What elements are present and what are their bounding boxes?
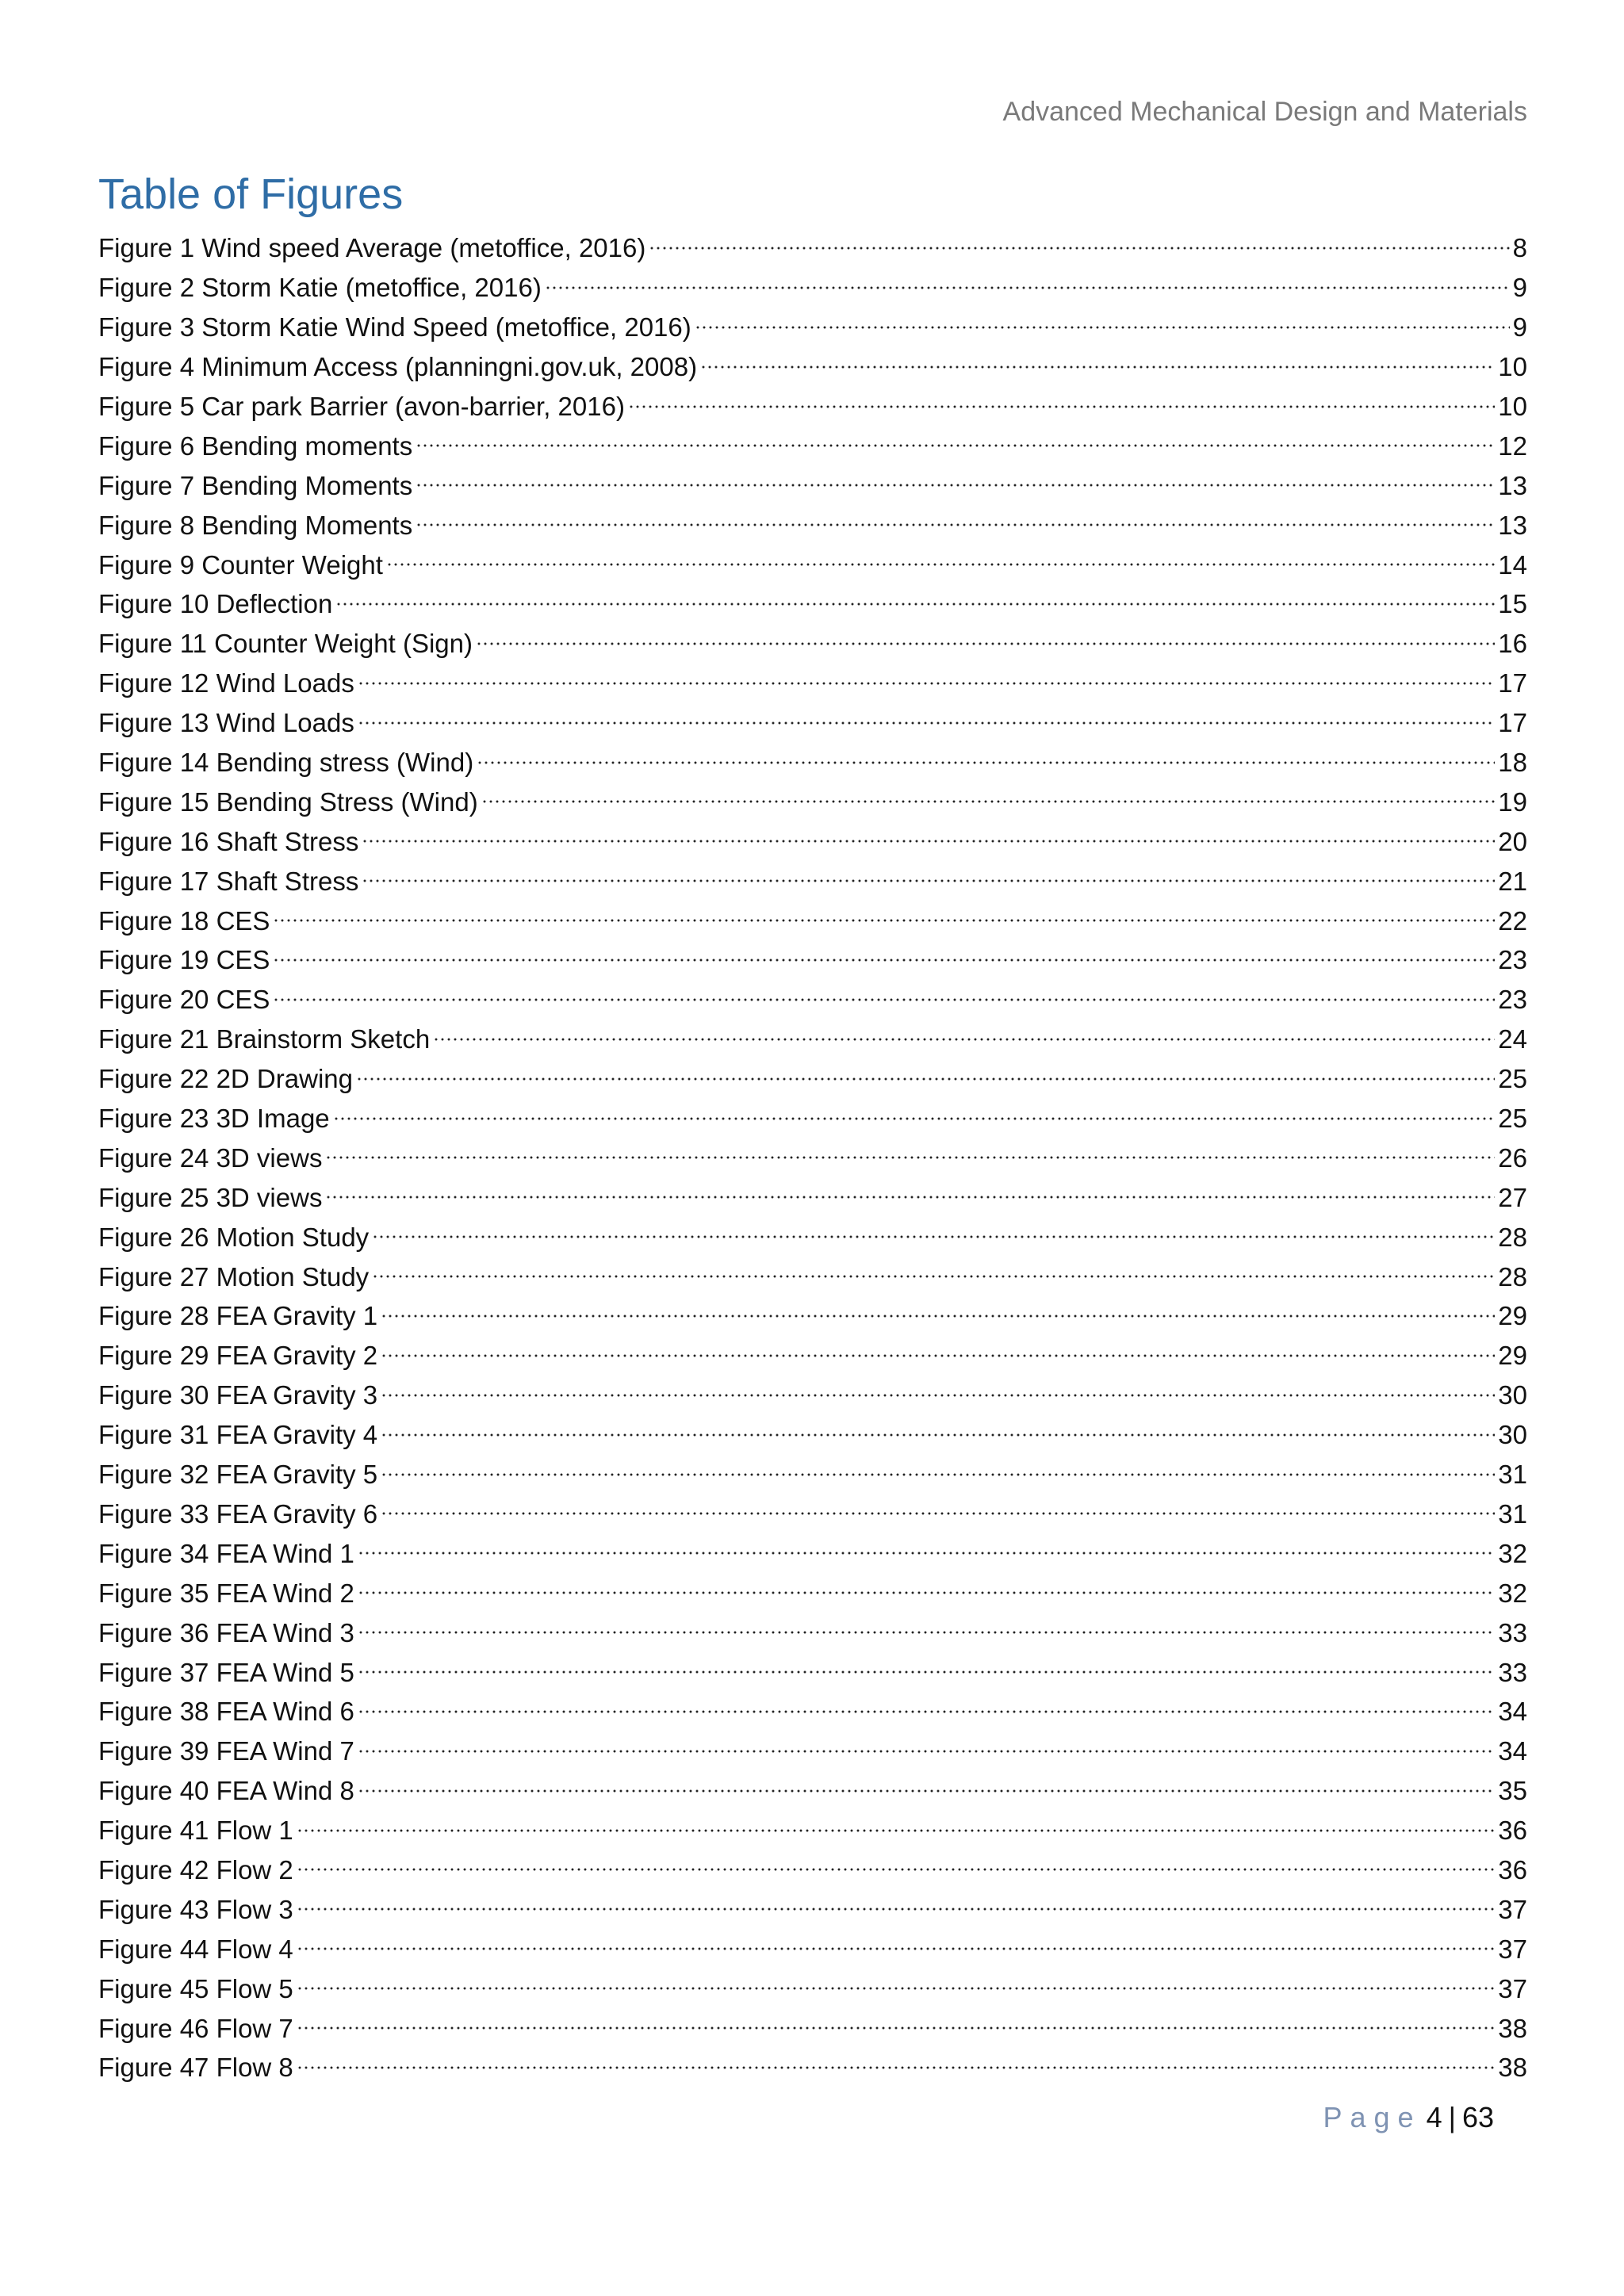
dot-leader [325,1148,1495,1167]
page-separator: | [1448,2101,1456,2133]
toc-entry[interactable] [98,1217,1527,1257]
dot-leader [695,318,1510,337]
toc-entry[interactable] [98,545,1527,584]
toc-entry-label[interactable]: Figure 35 FEA Wind 2 [98,1578,354,1608]
toc-entry[interactable] [98,1929,1527,1969]
toc-entry-page-number[interactable]: 35 [1498,1776,1527,1806]
dot-leader [416,515,1495,534]
toc-entry[interactable] [98,782,1527,821]
toc-entry-page-number[interactable]: 33 [1498,1657,1527,1687]
table-of-figures-title: Table of Figures [98,170,404,218]
toc-entry[interactable] [98,2008,1527,2048]
toc-entry-label[interactable]: Figure 45 Flow 5 [98,1973,293,2003]
dot-leader [333,1109,1496,1128]
toc-entry-label[interactable]: Figure 33 FEA Gravity 6 [98,1498,378,1529]
dot-leader [381,1425,1495,1445]
dot-leader [358,674,1495,693]
toc-entry[interactable] [98,1573,1527,1613]
toc-entry-page-number[interactable]: 15 [1498,589,1527,619]
toc-entry[interactable] [98,1533,1527,1573]
toc-entry[interactable] [98,228,1527,268]
toc-entry-label[interactable]: Figure 24 3D views [98,1142,323,1173]
toc-entry[interactable] [98,624,1527,664]
dot-leader [476,634,1495,653]
toc-entry-label[interactable]: Figure 13 Wind Loads [98,708,354,738]
toc-entry[interactable] [98,1613,1527,1652]
toc-entry[interactable] [98,1138,1527,1177]
toc-entry-page-number[interactable]: 30 [1498,1380,1527,1410]
dot-leader [358,1544,1495,1563]
toc-entry-label[interactable]: Figure 14 Bending stress (Wind) [98,748,474,778]
dot-leader [386,555,1495,574]
dot-leader [372,1267,1495,1286]
dot-leader [273,951,1495,970]
toc-entry[interactable] [98,1296,1527,1336]
toc-entry-page-number[interactable]: 12 [1498,430,1527,461]
toc-entry[interactable] [98,821,1527,861]
toc-entry-label[interactable]: Figure 37 FEA Wind 5 [98,1657,354,1687]
toc-entry-label[interactable]: Figure 17 Shaft Stress [98,866,359,896]
toc-entry[interactable] [98,1059,1527,1099]
toc-entry-label[interactable]: Figure 10 Deflection [98,589,333,619]
toc-entry-label[interactable]: Figure 26 Motion Study [98,1222,370,1252]
dot-leader [700,358,1495,377]
toc-entry[interactable] [98,1494,1527,1534]
toc-entry-label[interactable]: Figure 19 CES [98,945,270,975]
table-of-figures-list [98,228,1527,2087]
dot-leader [297,1939,1496,1958]
toc-entry-label[interactable]: Figure 1 Wind speed Average (metoffice, 2016) [98,233,646,263]
dot-leader [416,436,1495,455]
dot-leader [358,1781,1495,1800]
dot-leader [273,911,1495,930]
toc-entry-page-number[interactable]: 10 [1498,392,1527,421]
dot-leader [372,1227,1495,1246]
toc-entry-label[interactable]: Figure 5 Car park Barrier (avon-barrier, 2016) [98,392,625,421]
dot-leader [381,1465,1495,1484]
toc-entry-page-number[interactable]: 26 [1498,1142,1527,1173]
toc-entry[interactable] [98,1336,1527,1376]
toc-entry[interactable] [98,1692,1527,1732]
toc-entry-page-number[interactable]: 28 [1498,1222,1527,1252]
dot-leader [358,1623,1495,1642]
toc-entry[interactable] [98,940,1527,980]
toc-entry-page-number[interactable]: 32 [1498,1578,1527,1608]
toc-entry-label[interactable]: Figure 38 FEA Wind 6 [98,1697,354,1727]
toc-entry[interactable] [98,1889,1527,1929]
toc-entry-label[interactable]: Figure 12 Wind Loads [98,668,354,698]
toc-entry-page-number[interactable]: 33 [1498,1617,1527,1647]
toc-entry-page-number[interactable]: 27 [1498,1182,1527,1212]
toc-entry-page-number[interactable]: 17 [1498,708,1527,738]
toc-entry-label[interactable]: Figure 27 Motion Study [98,1261,370,1292]
toc-entry-page-number[interactable]: 29 [1498,1301,1527,1331]
dot-leader [481,792,1496,811]
toc-entry-label[interactable]: Figure 4 Minimum Access (planningni.gov.uk, 2008) [98,352,698,382]
toc-entry-page-number[interactable]: 21 [1498,866,1527,896]
toc-entry[interactable] [98,1811,1527,1850]
toc-entry[interactable] [98,505,1527,545]
toc-entry-page-number[interactable]: 10 [1498,352,1527,382]
toc-entry[interactable] [98,1850,1527,1890]
toc-entry-label[interactable]: Figure 34 FEA Wind 1 [98,1538,354,1568]
toc-entry-label[interactable]: Figure 43 Flow 3 [98,1894,293,1924]
dot-leader [356,1070,1495,1089]
toc-entry-label[interactable]: Figure 16 Shaft Stress [98,826,359,856]
dot-leader [416,476,1495,495]
toc-entry-label[interactable]: Figure 40 FEA Wind 8 [98,1776,354,1806]
toc-entry-label[interactable]: Figure 31 FEA Gravity 4 [98,1420,378,1450]
toc-entry[interactable] [98,1415,1527,1455]
toc-entry[interactable] [98,664,1527,703]
dot-leader [362,832,1495,851]
toc-entry[interactable] [98,268,1527,308]
dot-leader [297,2019,1496,2038]
toc-entry-page-number[interactable]: 8 [1512,233,1527,263]
dot-leader [297,1860,1496,1879]
toc-entry[interactable] [98,861,1527,901]
toc-entry-page-number[interactable]: 29 [1498,1341,1527,1371]
dot-leader [381,1504,1495,1523]
page-word: Page [1323,2101,1422,2133]
toc-entry-label[interactable]: Figure 36 FEA Wind 3 [98,1617,354,1647]
dot-leader [358,1583,1495,1602]
current-page-number: 4 [1426,2101,1442,2133]
toc-entry-page-number[interactable]: 37 [1498,1973,1527,2003]
toc-entry-label[interactable]: Figure 23 3D Image [98,1104,330,1134]
page-footer [1323,2101,1494,2134]
toc-entry[interactable] [98,1020,1527,1059]
toc-entry-page-number[interactable]: 25 [1498,1064,1527,1094]
dot-leader [381,1307,1495,1326]
toc-entry[interactable] [98,1969,1527,2008]
dot-leader [433,1030,1495,1049]
dot-leader [649,239,1509,258]
toc-entry[interactable] [98,1455,1527,1494]
toc-entry-label[interactable]: Figure 32 FEA Gravity 5 [98,1460,378,1490]
toc-entry-page-number[interactable]: 38 [1498,2053,1527,2083]
toc-entry[interactable] [98,465,1527,505]
toc-entry-label[interactable]: Figure 28 FEA Gravity 1 [98,1301,378,1331]
dot-leader [358,1742,1495,1761]
running-header: Advanced Mechanical Design and Materials [1002,97,1527,127]
toc-entry-page-number[interactable]: 31 [1498,1498,1527,1529]
dot-leader [628,397,1495,416]
toc-entry-page-number[interactable]: 13 [1498,470,1527,500]
toc-entry-page-number[interactable]: 28 [1498,1261,1527,1292]
toc-entry[interactable] [98,1652,1527,1692]
toc-entry[interactable] [98,901,1527,940]
toc-entry[interactable] [98,308,1527,347]
dot-leader [545,278,1510,297]
toc-entry-page-number[interactable]: 22 [1498,905,1527,936]
toc-entry-label[interactable]: Figure 18 CES [98,905,270,936]
dot-leader [297,1900,1496,1919]
dot-leader [381,1386,1495,1405]
toc-entry-page-number[interactable]: 23 [1498,985,1527,1015]
toc-entry-page-number[interactable]: 37 [1498,1934,1527,1964]
toc-entry-label[interactable]: Figure 21 Brainstorm Sketch [98,1024,431,1054]
dot-leader [297,1821,1496,1840]
dot-leader [325,1188,1495,1207]
toc-entry-label[interactable]: Figure 22 2D Drawing [98,1064,353,1094]
dot-leader [358,714,1495,733]
toc-entry[interactable] [98,743,1527,783]
toc-entry-page-number[interactable]: 9 [1512,273,1527,303]
toc-entry-page-number[interactable]: 36 [1498,1854,1527,1885]
dot-leader [477,753,1495,772]
toc-entry[interactable] [98,1771,1527,1811]
toc-entry-page-number[interactable]: 37 [1498,1894,1527,1924]
toc-entry-page-number[interactable]: 14 [1498,549,1527,580]
toc-entry-page-number[interactable]: 38 [1498,2013,1527,2043]
dot-leader [297,1979,1496,1998]
toc-entry-page-number[interactable]: 20 [1498,826,1527,856]
toc-entry-page-number[interactable]: 25 [1498,1104,1527,1134]
toc-entry[interactable] [98,387,1527,427]
toc-entry-page-number[interactable]: 32 [1498,1538,1527,1568]
toc-entry[interactable] [98,703,1527,743]
toc-entry-label[interactable]: Figure 3 Storm Katie Wind Speed (metoffice, 2016) [98,312,691,342]
toc-entry-page-number[interactable]: 9 [1512,312,1527,342]
toc-entry-page-number[interactable]: 34 [1498,1697,1527,1727]
toc-entry-label[interactable]: Figure 15 Bending Stress (Wind) [98,786,478,817]
toc-entry-label[interactable]: Figure 25 3D views [98,1182,323,1212]
toc-entry[interactable] [98,426,1527,465]
toc-entry-page-number[interactable]: 17 [1498,668,1527,698]
toc-entry[interactable] [98,347,1527,387]
toc-entry-page-number[interactable]: 31 [1498,1460,1527,1490]
toc-entry[interactable] [98,980,1527,1020]
toc-entry-page-number[interactable]: 13 [1498,510,1527,540]
toc-entry-label[interactable]: Figure 6 Bending moments [98,430,413,461]
dot-leader [358,1702,1495,1721]
toc-entry-label[interactable]: Figure 47 Flow 8 [98,2053,293,2083]
dot-leader [358,1663,1495,1682]
toc-entry-page-number[interactable]: 16 [1498,629,1527,659]
toc-entry-page-number[interactable]: 30 [1498,1420,1527,1450]
toc-entry-page-number[interactable]: 18 [1498,748,1527,778]
toc-entry-label[interactable]: Figure 2 Storm Katie (metoffice, 2016) [98,273,542,303]
toc-entry[interactable] [98,2048,1527,2087]
dot-leader [335,595,1495,614]
toc-entry-page-number[interactable]: 34 [1498,1736,1527,1766]
toc-entry-page-number[interactable]: 23 [1498,945,1527,975]
toc-entry-label[interactable]: Figure 9 Counter Weight [98,549,383,580]
toc-entry[interactable] [98,584,1527,624]
toc-entry-label[interactable]: Figure 20 CES [98,985,270,1015]
toc-entry-label[interactable]: Figure 8 Bending Moments [98,510,413,540]
toc-entry-label[interactable]: Figure 39 FEA Wind 7 [98,1736,354,1766]
total-pages: 63 [1461,2101,1494,2133]
dot-leader [362,871,1495,890]
toc-entry-label[interactable]: Figure 30 FEA Gravity 3 [98,1380,378,1410]
toc-entry-page-number[interactable]: 19 [1498,786,1527,817]
toc-entry-label[interactable]: Figure 42 Flow 2 [98,1854,293,1885]
toc-entry-label[interactable]: Figure 11 Counter Weight (Sign) [98,629,473,659]
toc-entry[interactable] [98,1376,1527,1415]
dot-leader [273,990,1495,1009]
toc-entry-label[interactable]: Figure 7 Bending Moments [98,470,413,500]
toc-entry-label[interactable]: Figure 44 Flow 4 [98,1934,293,1964]
toc-entry-label[interactable]: Figure 29 FEA Gravity 2 [98,1341,378,1371]
toc-entry[interactable] [98,1732,1527,1771]
toc-entry[interactable] [98,1257,1527,1296]
toc-entry[interactable] [98,1099,1527,1138]
toc-entry-page-number[interactable]: 36 [1498,1816,1527,1846]
toc-entry-label[interactable]: Figure 46 Flow 7 [98,2013,293,2043]
toc-entry-page-number[interactable]: 24 [1498,1024,1527,1054]
toc-entry-label[interactable]: Figure 41 Flow 1 [98,1816,293,1846]
toc-entry[interactable] [98,1177,1527,1217]
dot-leader [381,1346,1495,1365]
dot-leader [297,2058,1496,2077]
